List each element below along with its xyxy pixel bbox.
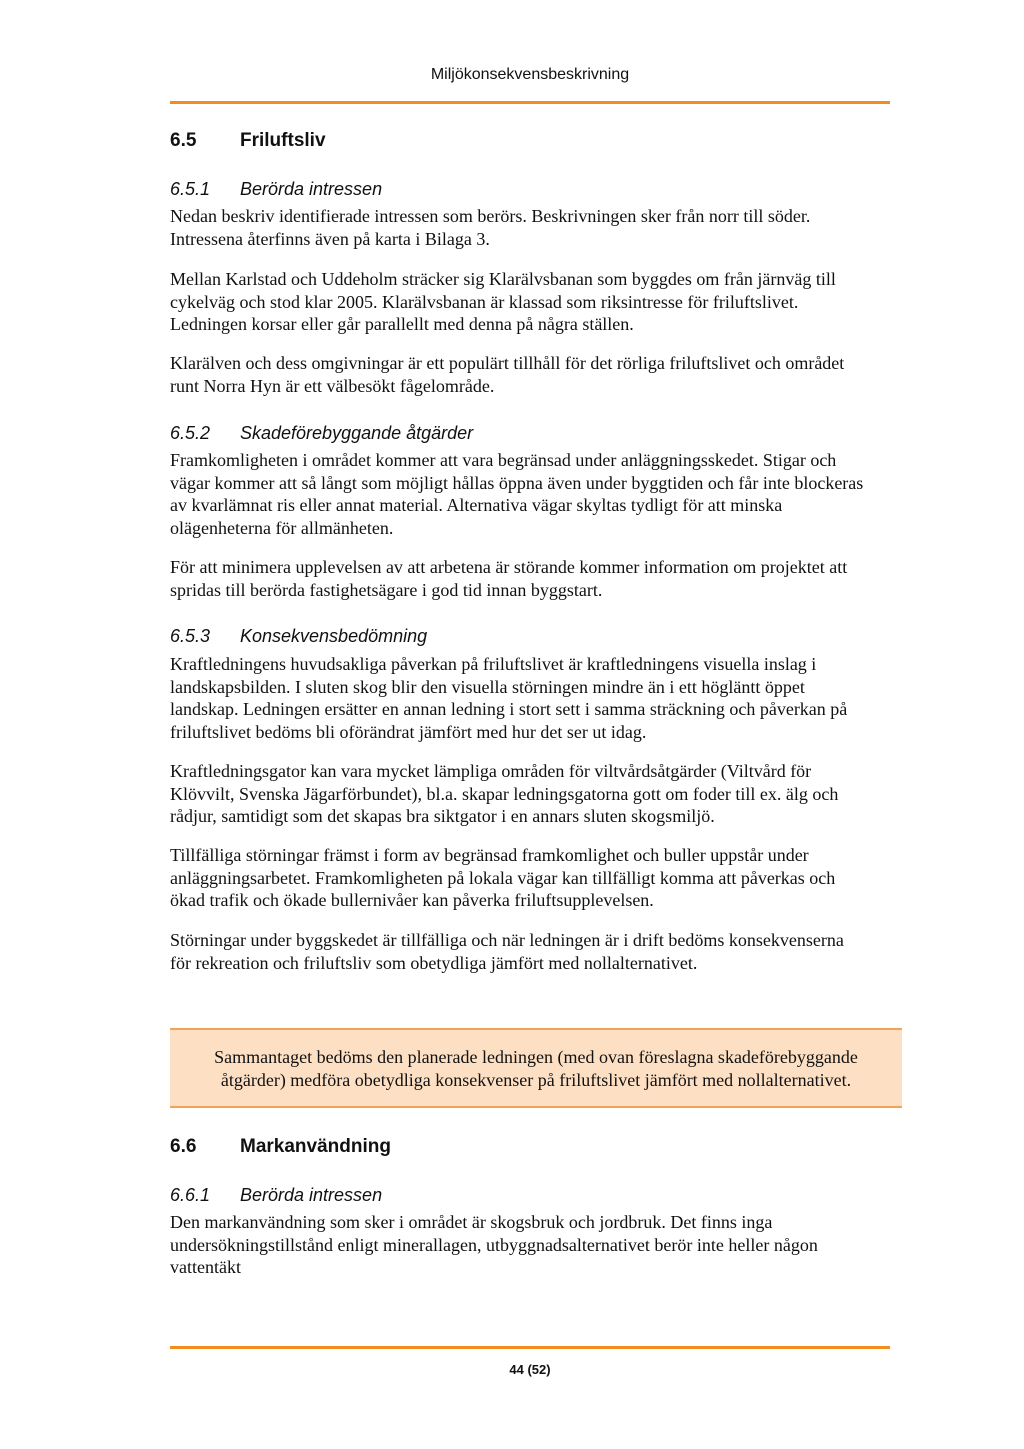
text-line: Kraftledningens huvudsakliga påverkan på friluftslivet är kraftledningens visuella inslag i [170, 654, 817, 674]
text-line: Klarälven och dess omgivningar är ett populärt tillhåll för det rörliga friluftslivet och området [170, 353, 845, 373]
subsection-heading [170, 626, 427, 647]
section-number: 6.6 [170, 1136, 197, 1157]
text-line: anläggningsarbetet. Framkomligheten på lokala vägar kan tillfälligt komma att påverkas och [170, 867, 836, 888]
text-line: undersökningstillstånd enligt minerallagen, utbyggnadsalternativet berör inte heller någon [170, 1234, 818, 1255]
subsection-heading [170, 179, 382, 200]
text-line: Tillfälliga störningar främst i form av begränsad framkomlighet och buller uppstår under [170, 845, 809, 865]
subsection-title: Berörda intressen [240, 1185, 383, 1205]
paragraph [170, 205, 905, 250]
text-line: Nedan beskriv identifierade intressen som berörs. Beskrivningen sker från norr till söder. [170, 206, 811, 226]
subsection-number: 6.5.2 [170, 423, 211, 443]
text-line: landskap. Ledningen ersätter en annan ledning i stort sett i samma sträckning och påverkan på [170, 699, 848, 719]
callout-line: Sammantaget bedöms den planerade ledningen (med ovan föreslagna skadeförebyggande [214, 1047, 858, 1067]
text-line: rådjur, samtidigt som det skapas bra siktgator i en annars sluten skogsmiljö. [170, 806, 715, 826]
text-line: vattentäkt [170, 1257, 241, 1277]
text-line: vägar kommer att så långt som möjligt hållas öppna även under byggtiden och får inte blockeras [170, 472, 864, 493]
text-line: Intressena återfinns även på karta i Bilaga 3. [170, 228, 490, 249]
text-line: för rekreation och friluftsliv som obetydliga jämfört med nollalternativet. [170, 952, 698, 973]
paragraph [170, 352, 905, 397]
section-number: 6.5 [170, 130, 197, 151]
text-line: Klövvilt, Svenska Jägarförbundet), bl.a. skapar ledningsgatorna gott om foder till ex. älg och [170, 783, 839, 804]
text-line: landskapsbilden. I sluten skog blir den visuella störningen mindre än i ett högläntt öppet [170, 676, 805, 697]
page-number: 44 (52) [509, 1362, 551, 1377]
subsection-number: 6.5.1 [170, 179, 211, 199]
callout-line: åtgärder) medföra obetydliga konsekvenser på friluftslivet jämfört med nollalternativet. [220, 1069, 852, 1090]
text-line: Störningar under byggskedet är tillfälliga och när ledningen är i drift bedöms konsekvenserna [170, 930, 844, 950]
subsection-title: Konsekvensbedömning [240, 626, 428, 646]
subsection-heading [170, 423, 473, 444]
text-line: friluftslivet bedöms bli oförändrat jämfört med hur det ser ut idag. [170, 721, 647, 742]
text-line: cykelväg och stod klar 2005. Klarälvsbanan är klassad som riksintresse för friluftslivet. [170, 291, 799, 312]
text-line: Framkomligheten i området kommer att vara begränsad under anläggningsskedet. Stigar och [170, 450, 837, 470]
text-line: Kraftledningsgator kan vara mycket lämpliga områden för viltvårdsåtgärder (Viltvård för [170, 761, 812, 781]
subsection-number: 6.5.3 [170, 626, 211, 646]
running-header: Miljökonsekvensbeskrivning [430, 66, 630, 83]
paragraph [170, 556, 905, 601]
paragraph [170, 760, 905, 828]
paragraph [170, 929, 905, 974]
section-heading [170, 130, 326, 152]
section-title: Markanvändning [240, 1136, 391, 1157]
paragraph [170, 844, 905, 912]
subsection-heading [170, 1185, 382, 1206]
subsection-title: Skadeförebyggande åtgärder [240, 423, 474, 443]
text-line: olägenheterna för allmänheten. [170, 517, 394, 538]
paragraph [170, 653, 905, 743]
paragraph [170, 268, 905, 336]
text-line: Mellan Karlstad och Uddeholm sträcker sig Klarälvsbanan som byggdes om från järnväg till [170, 269, 836, 289]
subsection-title: Berörda intressen [240, 179, 383, 199]
subsection-number: 6.6.1 [170, 1185, 211, 1205]
text-line: Ledningen korsar eller går parallellt med denna på några ställen. [170, 314, 634, 334]
paragraph [170, 449, 905, 539]
summary-callout [170, 1028, 902, 1108]
paragraph [170, 1211, 905, 1279]
text-line: spridas till berörda fastighetsägare i god tid innan byggstart. [170, 579, 603, 600]
text-line: För att minimera upplevelsen av att arbetena är störande kommer information om projektet att [170, 557, 848, 577]
section-heading [170, 1136, 391, 1158]
footer-rule [170, 1346, 890, 1349]
header-rule [170, 101, 890, 104]
text-line: Den markanvändning som sker i området är skogsbruk och jordbruk. Det finns inga [170, 1212, 773, 1232]
section-title: Friluftsliv [240, 130, 326, 151]
text-line: runt Norra Hyn är ett välbesökt fågelområde. [170, 375, 495, 396]
text-line: av kvarlämnat ris eller annat material. Alternativa vägar skyltas tydligt för att minska [170, 495, 783, 515]
text-line: ökad trafik och ökade bullernivåer kan påverka friluftsupplevelsen. [170, 890, 654, 910]
